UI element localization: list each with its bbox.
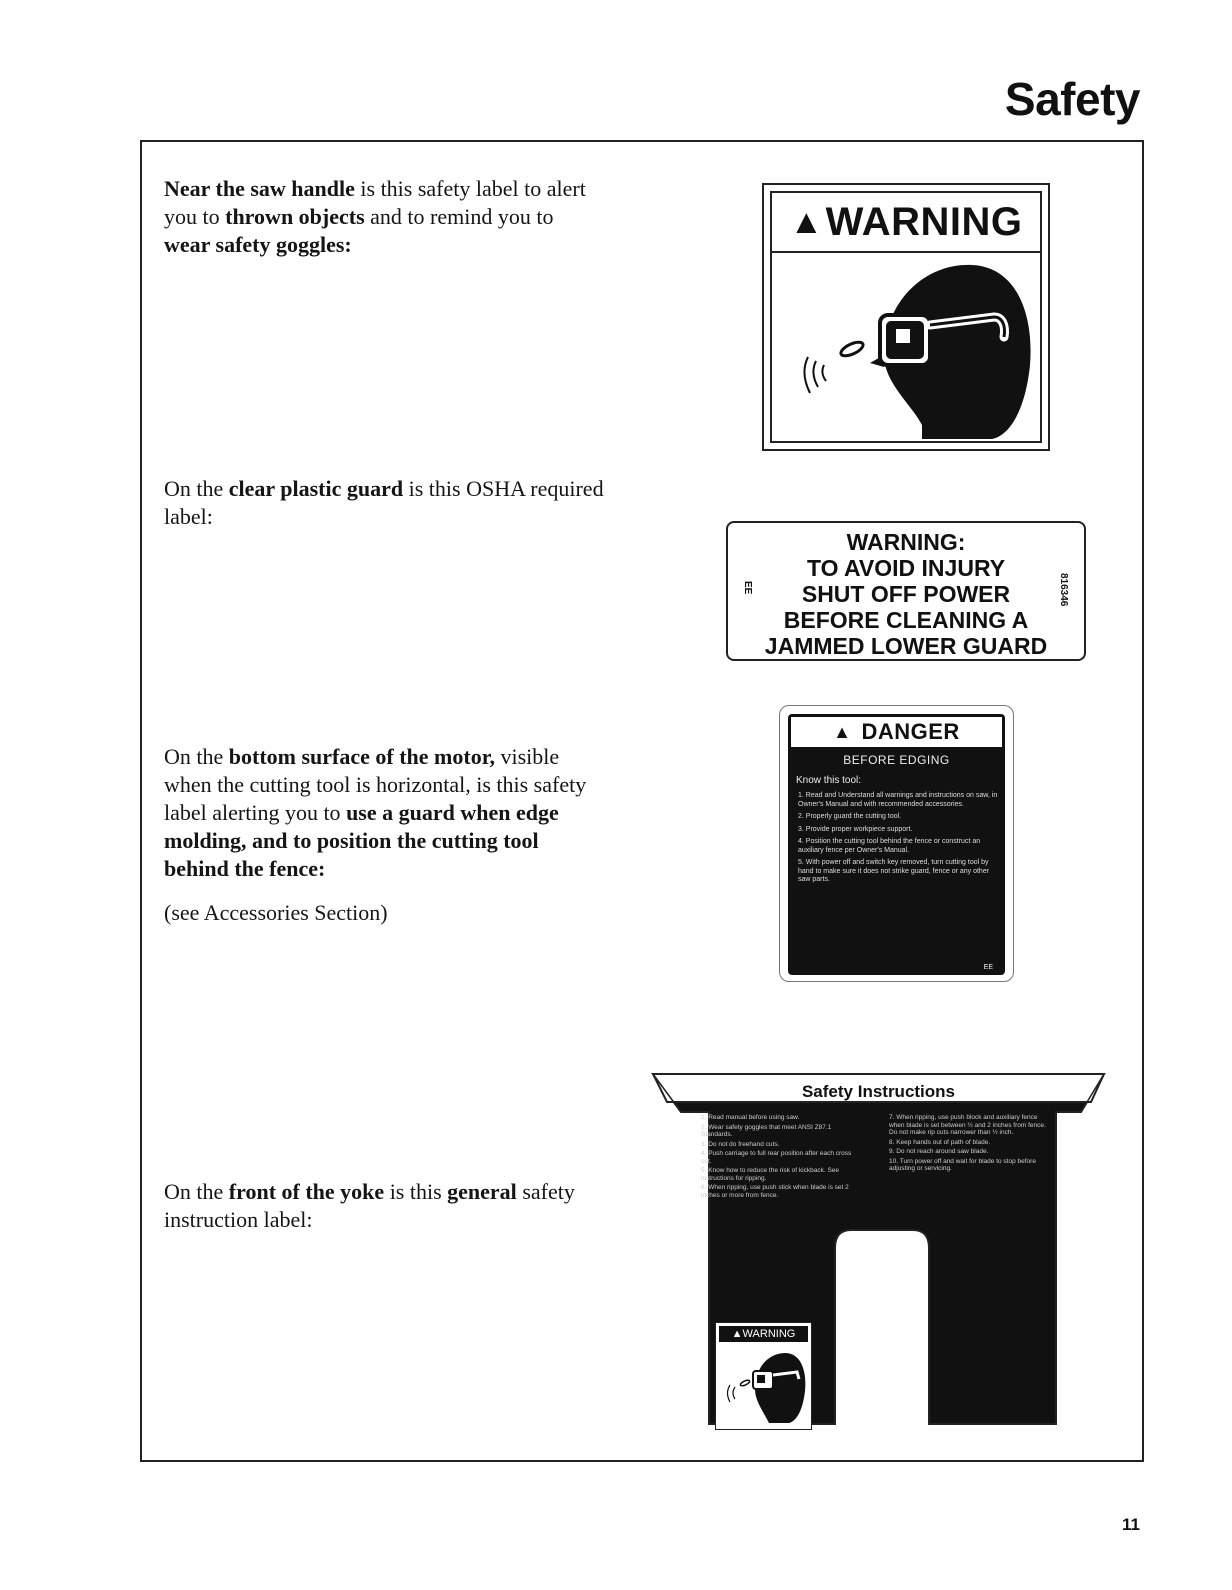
osha-warning-label [726, 521, 1086, 661]
danger-heading-text: DANGER [861, 719, 960, 744]
page-number: 11 [1122, 1515, 1140, 1534]
yoke-item: 1. Read manual before using saw. [701, 1114, 800, 1121]
yoke-item: 3. Do not do freehand cuts. [701, 1140, 780, 1148]
page-title: Safety [1004, 73, 1140, 125]
body-text: is this OSHA required label: [164, 476, 604, 529]
goggles-warning-label [762, 183, 1050, 451]
osha-line: WARNING: [846, 529, 966, 555]
osha-line: BEFORE CLEANING A [783, 607, 1029, 633]
emphasis-text: bottom surface of the motor, [228, 744, 495, 769]
emphasis-text: front of the yoke [228, 1179, 385, 1204]
body-text: is this safety label to alert you to [164, 176, 586, 229]
osha-code-left: EE [742, 581, 753, 595]
body-text: safety instruction label: [164, 1179, 575, 1232]
danger-code: EE [983, 964, 993, 971]
yoke-right-column [889, 1114, 1049, 1175]
danger-item: 5. With power off and switch key removed, turn cutting tool by hand to make sure it does not strike guard, fence or any other saw parts. [798, 859, 990, 883]
paragraph-motor-bottom [164, 743, 604, 883]
yoke-item: 4. Push carriage to full rear position after each cross cut. [701, 1150, 852, 1165]
paragraph-yoke-front [164, 1178, 604, 1234]
osha-line: JAMMED LOWER GUARD [764, 633, 1048, 659]
yoke-item: 8. Keep hands out of path of blade. [889, 1138, 991, 1146]
danger-item: 2. Properly guard the cutting tool. [798, 813, 902, 820]
mini-head-goggles-icon [719, 1345, 810, 1425]
yoke-left-column [701, 1114, 861, 1201]
danger-intro: Know this tool: [796, 775, 862, 786]
head-goggles-icon [772, 255, 1044, 445]
danger-item: 4. Position the cutting tool behind the fence or construct an auxiliary fence per Owner's Manual. [798, 838, 981, 854]
emphasis-text: general [447, 1179, 517, 1204]
danger-heading [791, 717, 1002, 747]
danger-item-list [788, 792, 1005, 885]
body-text: is this [384, 1179, 448, 1204]
body-text: On the [164, 476, 229, 501]
yoke-item: 7. When ripping, use push block and auxiliary fence when blade is set between ½ and 2 inches from fence. Do not make rip cuts narrower than ½ inch. [889, 1114, 1046, 1136]
goggles-warning-text: WARNING [825, 199, 1023, 244]
danger-item: 1. Read and Understand all warnings and instructions on saw, in Owner's Manual and with recommended accessories. [798, 792, 998, 808]
yoke-item: 5. Know how to reduce the risk of kickback. See instructions for ripping. [701, 1167, 840, 1182]
goggles-warning-heading [772, 193, 1040, 253]
danger-triangle-icon: ▲ [833, 721, 852, 742]
osha-code-right: 816346 [1058, 573, 1069, 607]
mini-warning-heading: ▲WARNING [719, 1326, 808, 1342]
yoke-safety-instructions-label [651, 1072, 1106, 1432]
yoke-item: 10. Turn power off and wait for blade to stop before adjusting or servicing. [889, 1157, 1036, 1172]
yoke-item: 2. Wear safety goggles that meet ANSI Z87.1 Standards. [701, 1123, 832, 1138]
danger-subheading: BEFORE EDGING [843, 753, 950, 767]
emphasis-text: wear safety goggles: [164, 232, 352, 257]
yoke-item: 6. When ripping, use push stick when blade is set 2 inches or more from fence. [701, 1184, 849, 1199]
warning-triangle-icon: ▲ [789, 202, 824, 241]
emphasis-text: Near the saw handle [164, 176, 355, 201]
paragraph-saw-handle [164, 175, 604, 259]
emphasis-text: use a guard when edge molding, and to position the cutting tool behind the fence: [164, 800, 559, 881]
mini-goggles-warning [715, 1322, 812, 1430]
danger-item: 3. Provide proper workpiece support. [798, 825, 913, 833]
body-text: On the [164, 1179, 229, 1204]
osha-line: TO AVOID INJURY [806, 555, 1006, 581]
yoke-title: Safety Instructions [801, 1082, 956, 1101]
danger-edging-label [779, 705, 1014, 982]
body-text: and to remind you to [364, 204, 554, 229]
emphasis-text: clear plastic guard [228, 476, 404, 501]
yoke-item: 9. Do not reach around saw blade. [889, 1148, 989, 1155]
osha-line: SHUT OFF POWER [801, 581, 1011, 607]
body-text: On the [164, 744, 229, 769]
accessories-note: (see Accessories Section) [164, 900, 388, 925]
paragraph-plastic-guard [164, 475, 604, 531]
emphasis-text: thrown objects [225, 204, 365, 229]
body-text: visible when the cutting tool is horizontal, is this safety label alerting you to [164, 744, 587, 825]
